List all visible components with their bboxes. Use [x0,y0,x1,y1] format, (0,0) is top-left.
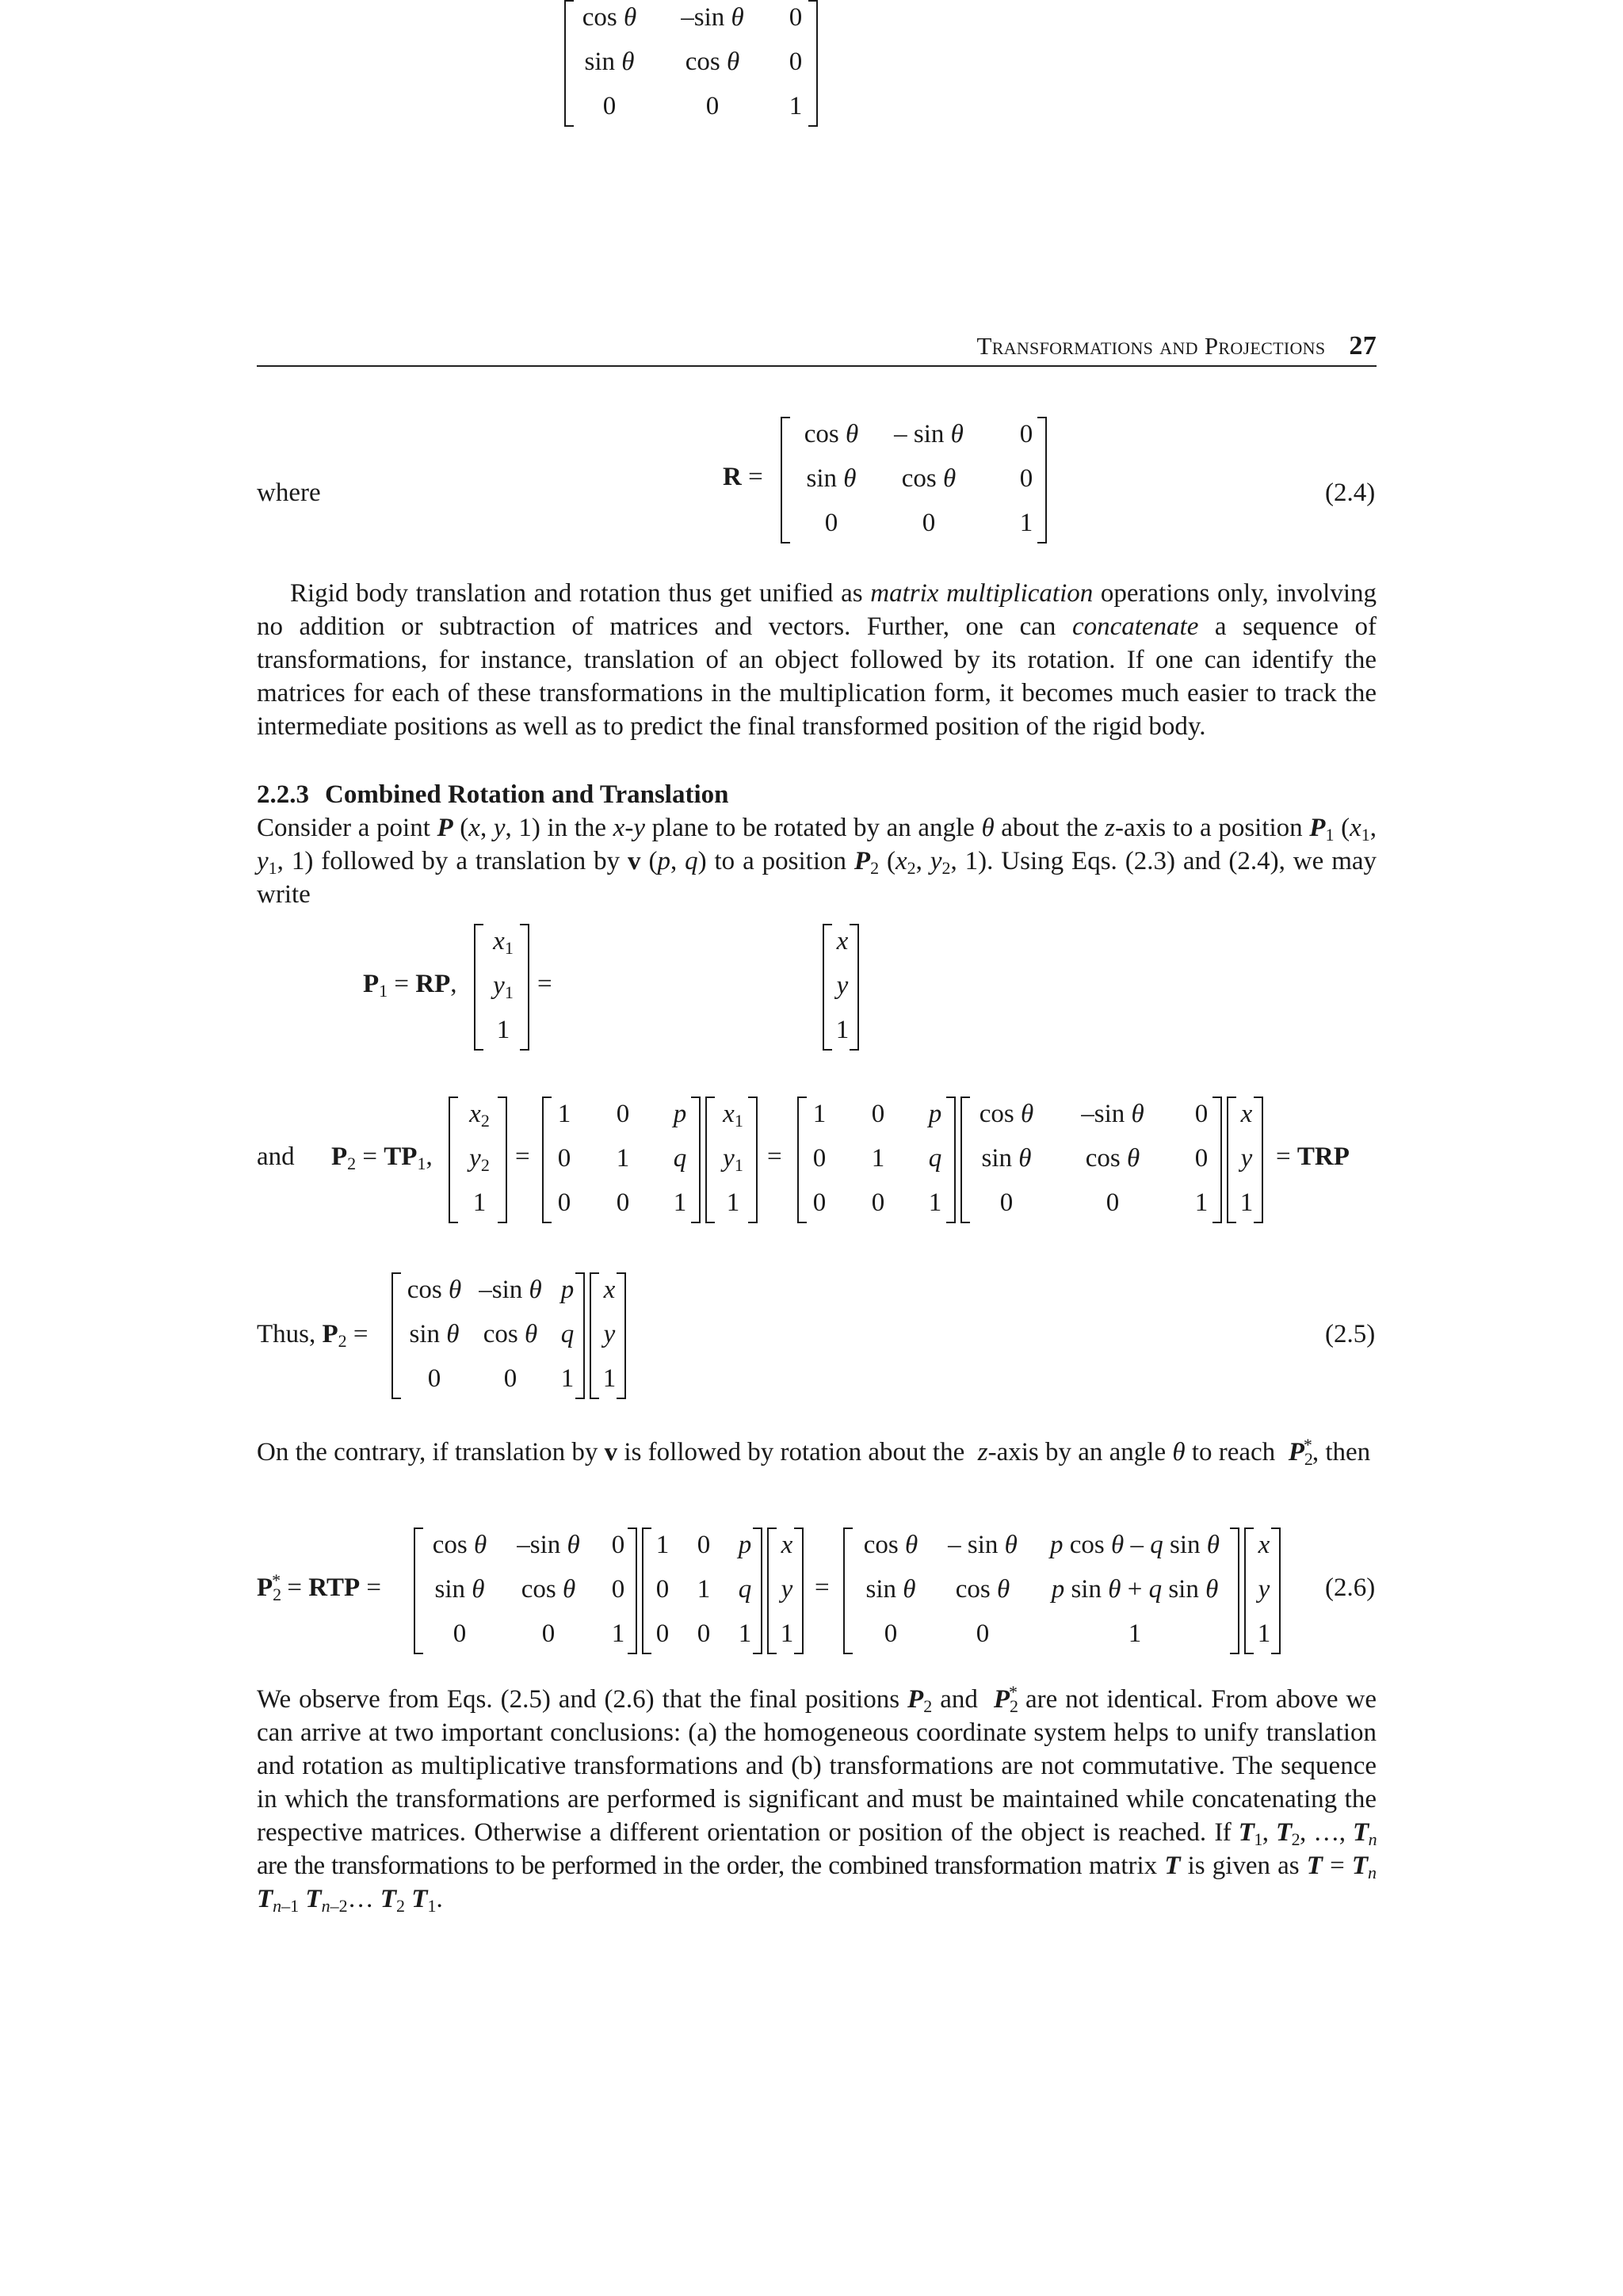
translation-matrix [542,1097,701,1223]
matrix-cell: 1 [1019,509,1033,537]
matrix-cell: 1 [611,1619,625,1648]
vector-cell: $x_2$ [469,1100,490,1131]
matrix-cell: cos θ [1085,1144,1140,1173]
section-heading [257,778,1377,811]
matrix-cell: sin θ [584,48,635,76]
matrix-cell: 0 [616,1188,630,1217]
equals-sign: = [537,970,552,998]
matrix-cell: 0 [824,509,838,537]
matrix-cell: 1 [1128,1619,1142,1648]
paragraph-2-text: Consider a point P (x, y, 1) in the x-y plane to be rotated by an angle θ about the z-axis to a position $P_1$ ($x_1$, $y_1$, 1) followed by a translation by v (p, q) to a position $P_2$ ($x_2$, $y_2$, 1). Using Eqs. (2.3) and (2.4), we may write [257,814,1377,909]
matrix-cell: 0 [976,1619,990,1648]
equals-sign: = [515,1142,530,1171]
matrix-cell: 0 [1019,420,1033,448]
matrix-cell: 0 [557,1188,571,1217]
paragraph-4 [257,1683,1377,1916]
vector-cell: y [603,1320,616,1348]
paragraph-2 [257,811,1377,911]
matrix-cell: cos θ [483,1320,538,1348]
matrix-cell: 1 [616,1144,630,1173]
matrix-cell: 0 [884,1619,898,1648]
matrix-cell: 0 [503,1364,517,1393]
matrix-cell: 1 [655,1531,670,1559]
matrix-cell: sin θ [806,464,857,493]
matrix-cell: cos θ [432,1531,487,1559]
matrix-cell: 0 [557,1144,571,1173]
matrix-cell: cos θ [901,464,957,493]
matrix-cell: p cos θ – q sin θ [1050,1531,1220,1559]
matrix-cell: –sin θ [1081,1100,1144,1128]
running-header [257,331,1377,361]
matrix-cell: cos θ [685,48,740,76]
matrix-cell: 0 [697,1531,711,1559]
matrix-cell: 0 [427,1364,441,1393]
vector-cell: x [603,1276,616,1304]
equation-number: (2.4) [1325,479,1376,507]
eq-2-6-lhs: $P_2^*$ = RTP = [257,1570,382,1604]
equals-sign: = [767,1142,782,1171]
matrix-cell: cos θ [582,3,637,32]
vector-cell: $y_1$ [493,971,514,1002]
matrix-cell: 1 [673,1188,687,1217]
matrix-cell: 1 [871,1144,885,1173]
matrix-cell: p sin θ + q sin θ [1051,1575,1219,1604]
vector-cell: y [781,1575,793,1604]
vector-cell: 1 [780,1619,794,1648]
vector-cell: x [781,1531,793,1559]
matrix-cell: 0 [602,92,617,120]
matrix-cell: 0 [922,509,936,537]
vector-p1 [474,924,529,1051]
running-title: Transformations and Projections [976,332,1326,360]
vector-cell: $y_2$ [469,1144,490,1175]
matrix-cell: 0 [871,1188,885,1217]
vector-cell: 1 [726,1188,740,1217]
matrix-cell: 1 [789,92,803,120]
translation-matrix [642,1527,762,1654]
matrix-cell: –sin θ [681,3,744,32]
combined-matrix [391,1272,585,1399]
matrix-cell: 0 [1194,1100,1209,1128]
vector-cell: 1 [472,1188,487,1217]
matrix-cell: 0 [655,1619,670,1648]
matrix-cell: cos θ [521,1575,576,1604]
vector-cell: y [836,971,849,1000]
equation-number: (2.5) [1325,1320,1376,1348]
rotation-matrix [414,1527,637,1654]
vector-cell: 1 [496,1016,510,1044]
eq-p2-lhs: $P_2 = TP_1$, [331,1142,433,1173]
vector-p [767,1527,804,1654]
matrix-cell: p [928,1100,942,1128]
matrix-cell: 0 [812,1144,827,1173]
where-label: where [257,479,321,507]
paragraph-3-text: On the contrary, if translation by v is followed by rotation about the z-axis by an angle θ to reach $P_2^*$, then [257,1435,1371,1469]
and-label: and [257,1142,295,1171]
matrix-cell: 0 [616,1100,630,1128]
matrix-cell: p [673,1100,687,1128]
matrix-cell: – sin θ [948,1531,1018,1559]
matrix-cell: 0 [999,1188,1014,1217]
matrix-cell: 0 [705,92,720,120]
vector-cell: x [836,927,849,955]
matrix-cell: cos θ [955,1575,1010,1604]
paragraph-1 [257,577,1377,743]
vector-cell: 1 [1239,1188,1254,1217]
matrix-cell: 0 [541,1619,556,1648]
matrix-cell: 1 [812,1100,827,1128]
vector-cell: $y_1$ [723,1144,743,1175]
vector-p [590,1272,626,1399]
matrix-cell: 0 [871,1100,885,1128]
header-rule [257,365,1377,367]
rotation-matrix [960,1097,1222,1223]
paragraph-4-text: We observe from Eqs. (2.5) and (2.6) that the final positions $P_2$ and $P_2^*$ are not identical. From above we can arrive at two important conclusions: (a) the homogeneous coordinate system helps to unify translation and rotation as multiplicative transformations and (b) transformations are not commutative. The sequence in which the transformations are performed is significant and must be maintained while concatenating the respective matrices. Otherwise a different orientation or position of the object is reached. If $T_1$, $T_2$, …, $T_n$ are the transformations to be performed in the order, the combined transformation matrix T is given as $T = T_n$ $T_{n-1}$ $T_{n-2}\dots$ $T_2$ $T_1$. [257,1682,1377,1916]
paragraph-3 [257,1432,1377,1472]
matrix-cell: sin θ [434,1575,485,1604]
matrix-cell: 0 [697,1619,711,1648]
matrix-cell: 0 [611,1531,625,1559]
matrix-cell: sin θ [409,1320,460,1348]
translation-matrix [797,1097,956,1223]
eq-p1-lhs: $P_1$ = RP, [363,970,457,1001]
vector-cell: $x_1$ [723,1100,743,1131]
matrix-cell: 1 [557,1100,571,1128]
eq-2-5-lhs: Thus, $P_2$ = [257,1320,369,1351]
vector-p1 [705,1097,758,1223]
eq-p2-rhs: = TRP [1276,1142,1350,1171]
matrix-cell: 0 [453,1619,467,1648]
vector-p [823,924,859,1051]
matrix-cell: 1 [560,1364,575,1393]
matrix-cell: cos θ [804,420,859,448]
vector-cell: x [1240,1100,1253,1128]
vector-cell: 1 [602,1364,617,1393]
eq-2-4-lhs: R = [723,463,763,491]
matrix-cell: 0 [789,3,803,32]
result-matrix [843,1527,1239,1654]
vector-cell: x [1258,1531,1270,1559]
paragraph-1-text: Rigid body translation and rotation thus get unified as matrix multiplication operations only, involving no addition or subtraction of matrices and vectors. Further, one can concatenate a sequence of transformations, for instance, translation of an object followed by its rotation. If one can identify the matrices for each of these transformations in the multiplication form, it becomes much easier to track the intermediate positions as well as to predict the final transformed position of the rigid body. [257,579,1377,741]
equals-sign: = [815,1573,830,1602]
matrix-cell: –sin θ [517,1531,580,1559]
section-number: 2.2.3 [257,780,309,809]
matrix-cell: 0 [611,1575,625,1604]
rotation-matrix [564,0,818,127]
vector-p2 [449,1097,507,1223]
section-title: Combined Rotation and Translation [325,780,729,809]
vector-cell: $x_1$ [493,927,514,958]
matrix-cell: 0 [1194,1144,1209,1173]
equation-number: (2.6) [1325,1573,1376,1602]
matrix-cell: q [928,1144,942,1173]
matrix-cell: 1 [697,1575,711,1604]
vector-p [1227,1097,1263,1223]
matrix-cell: 0 [1019,464,1033,493]
matrix-cell: q [673,1144,687,1173]
matrix-cell: cos θ [863,1531,918,1559]
matrix-cell: –sin θ [479,1276,542,1304]
matrix-cell: 0 [789,48,803,76]
matrix-cell: 1 [928,1188,942,1217]
matrix-cell: sin θ [981,1144,1032,1173]
matrix-cell: cos θ [979,1100,1034,1128]
matrix-cell: – sin θ [894,420,964,448]
rotation-matrix [781,417,1047,543]
vector-p [1244,1527,1281,1654]
matrix-cell: p [738,1531,752,1559]
matrix-cell: p [560,1276,575,1304]
vector-cell: 1 [1257,1619,1271,1648]
matrix-cell: q [560,1320,575,1348]
matrix-cell: sin θ [865,1575,916,1604]
matrix-cell: 0 [1106,1188,1120,1217]
page-number: 27 [1349,331,1377,360]
matrix-cell: 1 [1194,1188,1209,1217]
matrix-cell: 0 [812,1188,827,1217]
matrix-cell: 0 [655,1575,670,1604]
vector-cell: y [1258,1575,1270,1604]
vector-cell: y [1240,1144,1253,1173]
matrix-cell: q [738,1575,752,1604]
matrix-cell: cos θ [407,1276,462,1304]
matrix-cell: 1 [738,1619,752,1648]
vector-cell: 1 [835,1016,850,1044]
